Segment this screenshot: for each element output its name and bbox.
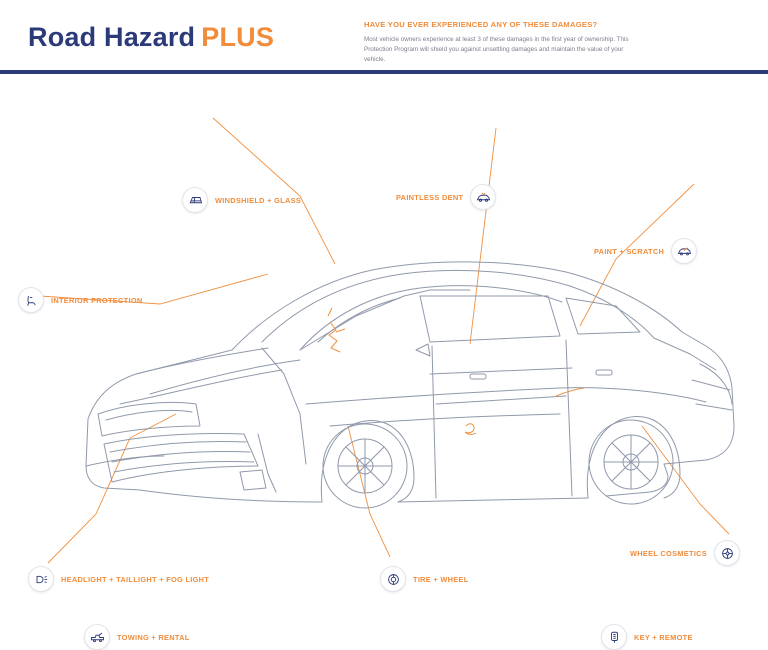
- scratch-mark: [556, 388, 584, 396]
- page-title: [28, 22, 274, 53]
- page-title-main: Road Hazard: [28, 22, 196, 52]
- callout-label: TIRE + WHEEL: [413, 574, 469, 584]
- callout-interior-protection[interactable]: [18, 287, 143, 313]
- scratch-car-icon: [671, 238, 697, 264]
- c-pillar-rear: [654, 338, 716, 370]
- promo-block: [364, 20, 664, 64]
- side-mirror: [416, 344, 430, 356]
- callout-label: PAINT + SCRATCH: [594, 246, 665, 256]
- callout-towing-rental[interactable]: [84, 624, 190, 650]
- callout-label: TOWING + RENTAL: [117, 632, 190, 642]
- roof-inner-line: [300, 286, 562, 350]
- door-belt-line: [430, 368, 572, 374]
- promo-title: HAVE YOU EVER EXPERIENCED ANY OF THESE DAMAGES?: [364, 20, 598, 29]
- tire-icon: [380, 566, 406, 592]
- front-door-handle: [470, 374, 486, 379]
- car-rocker-rear: [398, 498, 588, 502]
- callout-paint-scratch[interactable]: [594, 238, 697, 264]
- front-grille: [104, 433, 258, 482]
- grille-mesh: [110, 441, 254, 472]
- front-door-window: [420, 296, 560, 342]
- tow-truck-icon: [84, 624, 110, 650]
- rear-door-seam: [566, 340, 572, 496]
- dent-mark: [465, 424, 476, 435]
- callout-label: PAINTLESS DENT: [396, 192, 464, 202]
- car-front-bumper-outline: [86, 419, 140, 490]
- page-header: [0, 0, 768, 74]
- dent-car-icon: [470, 184, 496, 210]
- seat-icon: [18, 287, 44, 313]
- promo-body: Most vehicle owners experience at least 3 of these damages in the first year of ownership. This Protection Program will shield you against unsettling damages and maintain the value of your vehicle.: [364, 36, 629, 63]
- hood-edge: [136, 348, 268, 374]
- callout-label: KEY + REMOTE: [634, 632, 693, 642]
- door-crease: [436, 396, 566, 404]
- rear-bumper-line: [696, 404, 732, 410]
- lower-lip: [86, 456, 164, 466]
- callout-paintless-dent[interactable]: [396, 184, 496, 210]
- headlight-detail: [106, 410, 192, 420]
- callout-headlight[interactable]: [28, 566, 209, 592]
- callout-tire-wheel[interactable]: [380, 566, 469, 592]
- car-rocker-front: [140, 490, 322, 502]
- wheel-cosmetics-icon: [714, 540, 740, 566]
- bumper-inner-line: [258, 434, 276, 492]
- damage-marks: [328, 308, 584, 434]
- windshield-icon: [182, 187, 208, 213]
- rear-wheel-spokes: [604, 435, 658, 489]
- key-remote-icon: [601, 624, 627, 650]
- diagram-stage: [0, 74, 768, 642]
- hood-crease-2: [120, 370, 282, 404]
- page-title-accent: PLUS: [201, 22, 275, 52]
- headlight-icon: [28, 566, 54, 592]
- fog-light-housing: [240, 470, 266, 490]
- callout-key-remote[interactable]: [601, 624, 693, 650]
- rear-door-handle: [596, 370, 612, 375]
- callout-label: INTERIOR PROTECTION: [51, 295, 143, 305]
- front-wheel-spokes: [338, 439, 392, 493]
- windshield-glass: [300, 296, 404, 350]
- a-pillar: [404, 290, 470, 296]
- taillight-line: [692, 380, 730, 390]
- callout-label: WINDSHIELD + GLASS: [215, 195, 302, 205]
- callout-label: WHEEL COSMETICS: [630, 548, 708, 558]
- headlight-lens: [98, 402, 200, 436]
- callout-wheel-cosmetics[interactable]: [630, 540, 740, 566]
- front-door-seam: [432, 346, 436, 498]
- body-side-crease: [306, 388, 706, 404]
- car-rear-lower: [606, 464, 668, 496]
- vehicle-illustration: [0, 74, 768, 593]
- callout-label: HEADLIGHT + TAILLIGHT + FOG LIGHT: [61, 574, 210, 584]
- callout-windshield[interactable]: [182, 187, 301, 213]
